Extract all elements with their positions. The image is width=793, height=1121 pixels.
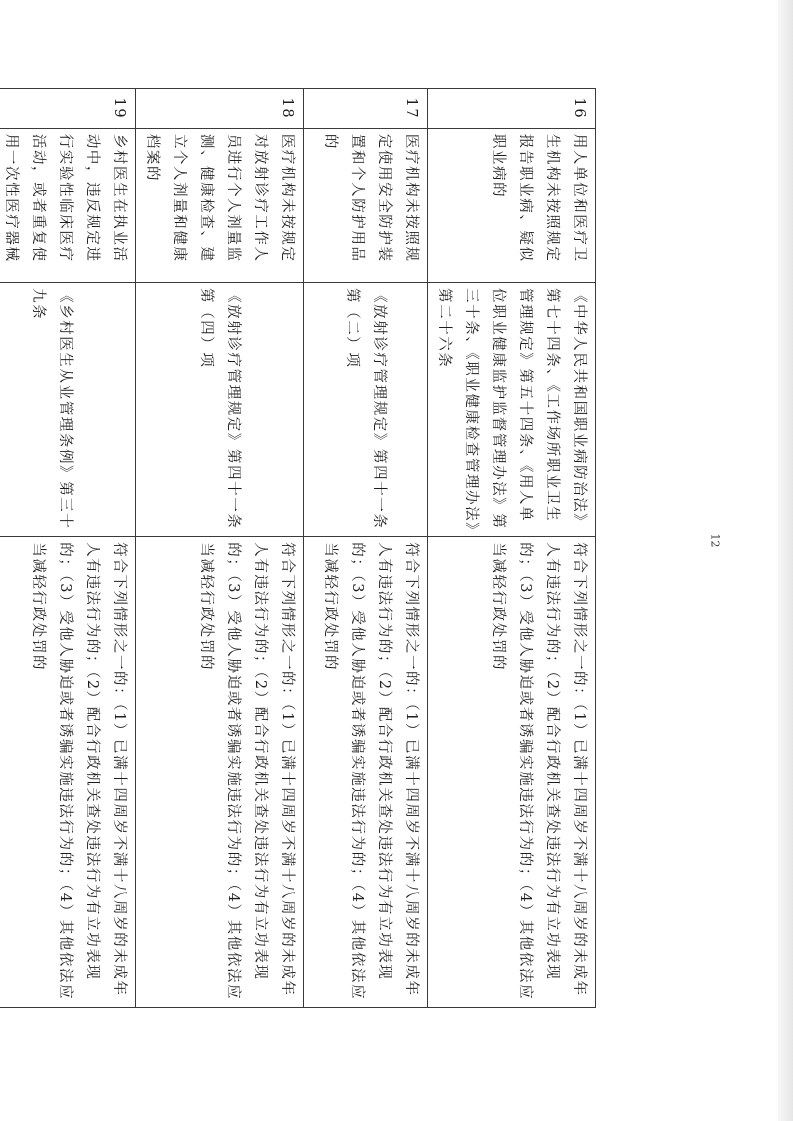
mitigation-standard: 符合下列情形之一的：（1）已满十四周岁不满十八周岁的未成年人有违法行为的；（2）配合行政机关查处违法行为有立功表现的；（3）受他人胁迫或者诱骗实施违法行为的；（4）其他依法应当减轻行政处罚的 bbox=[428, 537, 596, 1008]
rotated-page-content bbox=[3, 88, 596, 1008]
row-number: 18 bbox=[136, 89, 304, 129]
penalty-table bbox=[0, 88, 596, 1008]
table-row bbox=[304, 89, 428, 1008]
legal-basis: 《放射诊疗管理规定》第四十一条第（四）项 bbox=[136, 283, 304, 537]
legal-basis: 《放射诊疗管理规定》第四十一条第（二）项 bbox=[304, 283, 428, 537]
table-row bbox=[428, 89, 596, 1008]
row-number: 16 bbox=[428, 89, 596, 129]
mitigation-standard: 符合下列情形之一的：（1）已满十四周岁不满十八周岁的未成年人有违法行为的；（2）配合行政机关查处违法行为有立功表现的；（3）受他人胁迫或者诱骗实施违法行为的；（4）其他依法应当减轻行政处罚的 bbox=[0, 537, 136, 1008]
row-number: 17 bbox=[304, 89, 428, 129]
legal-basis: 《中华人民共和国职业病防治法》第七十四条、《工作场所职业卫生管理规定》第五十四条、《用人单位职业健康监护监督管理办法》第三十条、《职业健康检查管理办法》第二十六条 bbox=[428, 283, 596, 537]
table-row bbox=[0, 89, 136, 1008]
violation-behavior: 医疗机构未按规定对放射诊疗工作人员进行个人剂量监测、健康检查、建立个人剂量和健康档案的 bbox=[136, 128, 304, 282]
violation-behavior: 医疗机构未按照规定使用安全防护装置和个人防护用品的 bbox=[304, 128, 428, 282]
page-number: 12 bbox=[708, 533, 722, 548]
violation-behavior: 用人单位和医疗卫生机构未按照规定报告职业病、疑似职业病的 bbox=[428, 128, 596, 282]
mitigation-standard: 符合下列情形之一的：（1）已满十四周岁不满十八周岁的未成年人有违法行为的；（2）配合行政机关查处违法行为有立功表现的；（3）受他人胁迫或者诱骗实施违法行为的；（4）其他依法应当减轻行政处罚的 bbox=[304, 537, 428, 1008]
scan-edge bbox=[778, 0, 793, 1121]
legal-basis: 《乡村医生从业管理条例》第三十九条 bbox=[0, 283, 136, 537]
table-row bbox=[136, 89, 304, 1008]
violation-behavior: 乡村医生在执业活动中，违反规定进行实验性临床医疗活动，或者重复使用一次性医疗器械 bbox=[0, 128, 136, 282]
mitigation-standard: 符合下列情形之一的：（1）已满十四周岁不满十八周岁的未成年人有违法行为的；（2）配合行政机关查处违法行为有立功表现的；（3）受他人胁迫或者诱骗实施违法行为的；（4）其他依法应当减轻行政处罚的 bbox=[136, 537, 304, 1008]
row-number: 19 bbox=[0, 89, 136, 129]
